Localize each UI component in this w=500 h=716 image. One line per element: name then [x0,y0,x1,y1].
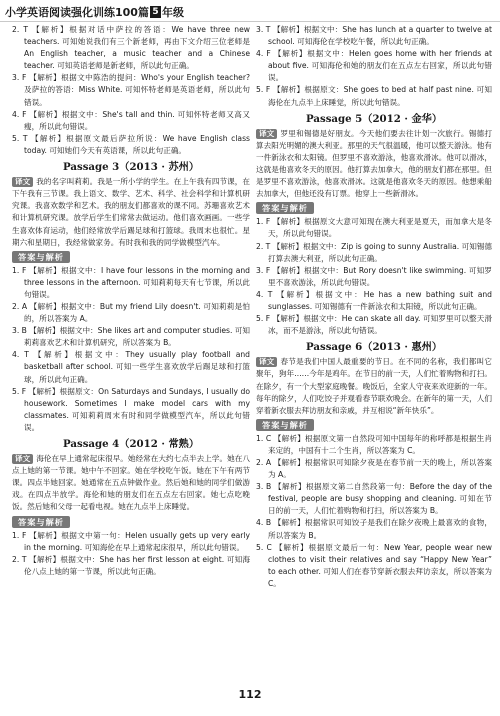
answer-item: 2. A 【解析】根据常识可知除夕夜是在春节前一天的晚上，所以答案为 A。 [256,458,492,480]
answer-item: 5. F 【解析】根据原文：She goes to bed at half past nine. 可知海伦在九点半上床睡觉，所以此句错误。 [256,85,492,107]
passage-5-title: Passage 5（2012 · 金华） [305,112,443,125]
answers-heading: 答案与解析 [256,419,314,431]
answers-heading: 答案与解析 [256,202,314,214]
grade-number-badge: 5 [150,6,161,18]
answer-item: 5. F 【解析】根据原文：On Saturdays and Sundays, I usually do housework. Sometimes I make model cars with my classmates. 可知莉莉周末有时和同学做模型汽车，所以此句错误。 [12,386,250,432]
right-column [256,24,492,590]
answer-item: 3. B 【解析】根据文中：She likes art and computer studies. 可知莉莉喜欢艺术和计算机研究，所以答案为 B。 [12,326,250,348]
answer-item: 4. F 【解析】根据文中：She's tall and thin. 可知怀特老师又高又瘦，所以此句错误。 [12,109,250,131]
passage-6-translation [256,356,492,416]
answer-item: 1. F 【解析】根据文中第一句：Helen usually gets up very early in the morning. 可知海伦在早上通常起床很早，所以此句错误。 [12,530,250,552]
header-title: 小学英语阅读强化训练100篇 [5,6,149,19]
page-number: 112 [238,688,262,701]
answer-item: 3. B 【解析】根据原文第二自然段第一句：Before the day of the festival, people are busy shopping and cleaning. 可知在节日的前一天，人们忙着购物和打扫，所以答案为 B。 [256,482,492,516]
translation-text: 春节是我们中国人最重要的节日。在不同的名称，我们都叫它聚年，狗年……今年是鸡年。在节日的前一天，人们忙着购物和打扫。在除夕，有一个大型家庭晚餐。晚饭后，全家人守夜来欢迎新的一年。每年的除夕，人们吃饺子并观看春节联欢晚会。在新年的第一天，人们穿着新衣服去拜访朋友和亲戚，并互相说“新年快乐”。 [256,357,492,415]
translation-badge: 译文 [256,129,277,139]
header-divider [0,21,500,22]
answer-item: 2. A 【解析】根据文中：But my friend Lily doesn't. 可知莉莉是怕的，所以答案为 A。 [12,301,250,324]
translation-badge: 译文 [256,357,277,367]
answers-heading: 答案与解析 [12,251,70,263]
translation-text: 海伦在早上通常起床很早。她经常在大约七点半去上学。她在八点上她的第一节课。她中午不回家。她在学校吃午饭。她在下午有两节课。四点半她回家。她通常在五点钟做作业。然后她和她的同学们做游戏。在四点半放学。海伦和她的朋友们在五点左右回家。她七点吃晚饭。然后她和父母一起看电视。她在九点半上床睡觉。 [12,454,250,512]
answer-item: 4. F 【解析】根据文中：Helen goes home with her friends at about five. 可知海伦和她的朋友们在五点左右回家，所以此句错误。 [256,49,492,83]
translation-text: 罗里和锡德是好朋友。今天他们要去往计划一次旅行。锡德打算去阳光明媚的澳大利亚。那里的天气很温暖，他可以整天游泳。他有一件新泳衣和太阳镜。但罗里不喜欢游泳，他喜欢滑冰。他可以滑冰，这就是他喜欢冬天的原因。他打算去加拿大，他的朋友们都在那里。但是罗里不喜欢游泳，他喜欢滑冰。这就是他喜欢冬天的原因。他想乘船去加拿大，但他还没有订票。他穿上一些新滑冰。 [256,128,492,199]
answer-item: 5. T 【解析】根据原文最后萨拉所说：We have English class today. 可知她们今天有英语课，所以此句正确。 [12,133,250,155]
header-grade-suffix: 年级 [161,6,184,19]
answer-item: 5. C 【解析】根据原文最后一句：New Year, people wear new clothes to visit their relatives and say “Happy New Year” to each other. 可知人们在春节穿新衣服去拜访亲友，所以答案为 C。 [256,542,492,588]
translation-text: 我的名字叫莉莉。我是一所小学的学生。在上午我有四节课，在下午我有三节课。我上语文、数学、艺术、科学、社会科学和计算机研究课。我喜欢数学和艺术。我的朋友们都喜欢的课不同。苏珊喜欢艺术和计算机研究课。放学后学生们常常去做运动。他们喜欢画画。一些学生喜欢体育运动，他们经常放学后踢足球和打篮球。我周末也很忙。星期六和星期日，我经常做家务。有时我和我的同学做模型汽车。 [12,177,250,247]
passage-5-translation [256,128,492,201]
answer-item: 3. T 【解析】根据文中：She has lunch at a quarter to twelve at school. 可知海伦在学校吃午餐，所以此句正确。 [256,25,492,47]
left-column [12,24,250,578]
passage-6-title: Passage 6（2013 · 惠州） [305,341,443,354]
answer-item: 5. F 【解析】根据文中：He can skate all day. 可知罗里可以整天滑冰，而不是游泳，所以此句错误。 [256,314,492,336]
passage-4-translation [12,453,250,513]
answer-item: 3. F 【解析】根据文中陈浩的提问：Who's your English teacher? 及萨拉的答语：Miss White. 可知怀特老师是英语老师，所以此句错误。 [12,73,250,107]
answer-item: 1. F 【解析】根据原文大意可知现在澳大利亚是夏天，而加拿大是冬天，所以此句错误。 [256,217,492,239]
answer-item: 3. F 【解析】根据文中：But Rory doesn't like swimming. 可知罗里不喜欢游泳，所以此句错误。 [256,265,492,287]
translation-badge: 译文 [12,177,33,187]
answer-item: 4. T 【解析】根据文中：They usually play football and basketball after school. 可知一些学生喜欢放学后踢足球和打篮球，所以此句正确。 [12,350,250,384]
passage-3-title: Passage 3（2013 · 苏州） [62,161,200,174]
translation-badge: 译文 [12,454,33,464]
answer-item: 2. T 【解析】根据文中：Zip is going to sunny Australia. 可知锡德打算去澳大利亚，所以此句正确。 [256,241,492,263]
running-header [5,3,184,21]
answers-heading: 答案与解析 [12,516,70,528]
answer-item: 2. T 【解析】根据对话中萨拉的答语：We have three new teachers. 可知她说我们有三个新老师，再由下文介绍三位老师是 An English teacher, a music teacher and a Chinese teacher. 可知英语老师是新老师，所以此句正确。 [12,25,250,71]
passage-3-translation [12,176,250,249]
answer-item: 2. T 【解析】根据文中：She has her first lesson at eight. 可知海伦八点上她的第一节课，所以此句正确。 [12,554,250,576]
answer-item: 4. B 【解析】根据常识可知饺子是我们在除夕夜晚上最喜欢的食物，所以答案为 B。 [256,518,492,540]
answer-item: 1. C 【解析】根据原文第一自然段可知中国每年的称呼都是根据生肖来定的，中国有十二个生肖，所以答案为 C。 [256,433,492,455]
passage-4-title: Passage 4（2012 · 常熟） [62,438,200,450]
answer-item: 4. T 【解析】根据文中：He has a new bathing suit and sunglasses. 可知锡德有一件新泳衣和太阳镜，所以此句正确。 [256,289,492,311]
answer-item: 1. F 【解析】根据文中：I have four lessons in the morning and three lessons in the afternoon. 可知莉莉每天有七节课，所以此句错误。 [12,265,250,299]
